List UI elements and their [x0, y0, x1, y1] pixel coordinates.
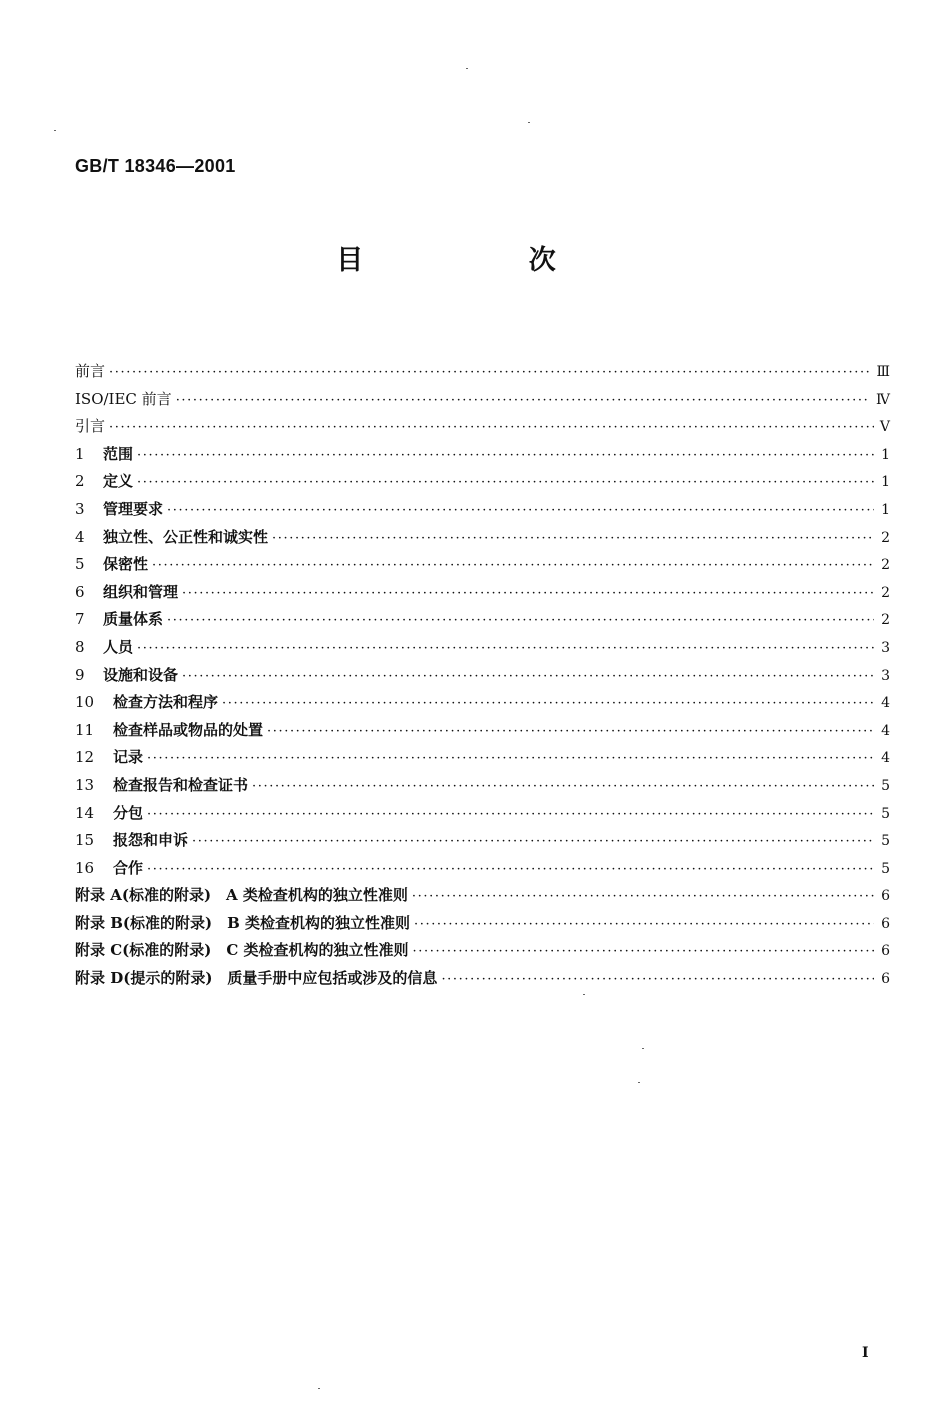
toc-entry-label: 检查样品或物品的处置	[113, 720, 264, 739]
toc-entry-label: 设施和设备	[103, 665, 179, 684]
toc-entry-page: 1	[881, 446, 890, 463]
toc-entry-label: 附录 D(提示的附录) 质量手册中应包括或涉及的信息	[75, 969, 438, 988]
toc-dot-leader	[167, 613, 874, 628]
toc-entry-label: 前言	[75, 362, 106, 380]
toc-entry-page: 2	[881, 557, 890, 574]
toc-entry-label: 附录 B(标准的附录) B 类检查机构的独立性准则	[75, 913, 410, 932]
toc-title: 目 次	[336, 245, 634, 276]
toc-entry[interactable]	[75, 664, 890, 692]
toc-entry-page: 4	[881, 722, 890, 739]
toc-entry-label: 合作	[113, 858, 144, 877]
toc-entry-page: 6	[881, 971, 890, 988]
toc-entry[interactable]	[75, 691, 890, 719]
toc-entry[interactable]	[75, 719, 890, 747]
toc-entry-page: 6	[881, 888, 890, 905]
page-number: I	[862, 1345, 869, 1361]
toc-dot-leader	[222, 696, 874, 711]
toc-entry-page: 5	[881, 833, 890, 850]
toc-entry[interactable]	[75, 581, 890, 609]
toc-entry-label: 报怨和申诉	[113, 831, 189, 850]
toc-entry-number: 2	[75, 472, 85, 491]
toc-dot-leader	[147, 862, 874, 877]
toc-entry-number: 1	[75, 444, 85, 463]
toc-entry-number: 9	[75, 665, 85, 684]
toc-entry-label: 独立性、公正性和诚实性	[103, 527, 269, 546]
toc-dot-leader	[192, 834, 874, 849]
toc-entry-label: 保密性	[103, 555, 149, 574]
toc-entry-number: 8	[75, 637, 85, 656]
scan-speck	[638, 1082, 640, 1083]
toc-dot-leader	[182, 669, 874, 684]
toc-dot-leader	[109, 420, 874, 435]
toc-dot-leader	[147, 751, 874, 766]
toc-entry[interactable]	[75, 636, 890, 664]
toc-entry-number: 3	[75, 499, 85, 518]
scan-speck	[642, 1048, 644, 1049]
toc-entry-page: 4	[881, 695, 890, 712]
toc-entry-label: 质量体系	[103, 610, 164, 629]
toc-entry-label: 分包	[113, 803, 144, 822]
toc-dot-leader	[137, 475, 874, 490]
standard-code: GB/T 18346—2001	[75, 156, 236, 176]
toc-entry[interactable]	[75, 774, 890, 802]
scan-speck	[583, 994, 585, 995]
toc-entry-appendix[interactable]	[75, 967, 890, 995]
toc-entry-page: 6	[881, 915, 890, 932]
toc-entry[interactable]	[75, 526, 890, 554]
toc-entry-number: 14	[75, 803, 95, 822]
toc-dot-leader	[413, 944, 874, 959]
toc-entry[interactable]	[75, 470, 890, 498]
toc-entry-number: 7	[75, 610, 85, 629]
toc-entry-number: 6	[75, 582, 85, 601]
toc-entry-label: 定义	[103, 472, 134, 491]
toc-dot-leader	[147, 807, 874, 822]
scan-speck	[528, 122, 530, 123]
toc-entry[interactable]	[75, 498, 890, 526]
toc-entry-label: 记录	[113, 748, 144, 767]
toc-entry[interactable]	[75, 553, 890, 581]
toc-entry[interactable]	[75, 388, 890, 416]
toc-dot-leader	[152, 558, 874, 573]
toc-entry[interactable]	[75, 608, 890, 636]
toc-entry[interactable]	[75, 802, 890, 830]
toc-entry-label: 范围	[103, 444, 134, 463]
toc-entry-label: 人员	[103, 637, 134, 656]
toc-entry-number: 11	[75, 720, 95, 739]
toc-entry-page: 1	[881, 474, 890, 491]
toc-entry-page: 2	[881, 612, 890, 629]
toc-entry-label: ISO/IEC 前言	[75, 389, 172, 408]
toc-entry[interactable]	[75, 857, 890, 885]
toc-dot-leader	[412, 889, 874, 904]
toc-entry-number: 10	[75, 693, 95, 712]
toc-entry-page: 3	[881, 667, 890, 684]
toc-dot-leader	[176, 393, 870, 408]
toc-entry-page: 1	[881, 501, 890, 518]
toc-dot-leader	[267, 724, 874, 739]
toc-entry-page: 6	[881, 943, 890, 960]
toc-entry-label: 管理要求	[103, 499, 164, 518]
toc-entry-page: 4	[881, 750, 890, 767]
toc-dot-leader	[272, 531, 874, 546]
toc-entry-number: 16	[75, 858, 95, 877]
toc-entry-label: 检查报告和检查证书	[113, 775, 249, 794]
toc-entry[interactable]	[75, 360, 890, 388]
toc-entry-appendix[interactable]	[75, 939, 890, 967]
toc-entry-number: 15	[75, 831, 95, 850]
toc-entry[interactable]	[75, 443, 890, 471]
toc-entry-appendix[interactable]	[75, 884, 890, 912]
table-of-contents	[75, 360, 890, 995]
toc-entry[interactable]	[75, 746, 890, 774]
toc-entry-page: 5	[881, 805, 890, 822]
toc-dot-leader	[137, 641, 874, 656]
toc-entry-page: 2	[881, 584, 890, 601]
toc-dot-leader	[109, 365, 870, 380]
scan-speck	[318, 1388, 320, 1389]
toc-dot-leader	[182, 586, 874, 601]
toc-entry-number: 4	[75, 527, 85, 546]
toc-entry-page: Ⅴ	[879, 419, 890, 436]
toc-entry-number: 12	[75, 748, 95, 767]
toc-dot-leader	[414, 917, 874, 932]
toc-entry-page: Ⅳ	[876, 391, 890, 408]
toc-dot-leader	[252, 779, 874, 794]
toc-entry[interactable]	[75, 829, 890, 857]
toc-dot-leader	[137, 448, 874, 463]
toc-entry-label: 检查方法和程序	[113, 693, 219, 712]
toc-entry[interactable]	[75, 415, 890, 443]
toc-entry-page: 2	[881, 529, 890, 546]
toc-entry-label: 组织和管理	[103, 582, 179, 601]
toc-entry-page: 5	[881, 777, 890, 794]
scan-speck	[54, 130, 56, 131]
toc-entry-page: Ⅲ	[876, 364, 890, 380]
toc-dot-leader	[441, 972, 874, 987]
toc-entry-label: 附录 C(标准的附录) C 类检查机构的独立性准则	[75, 941, 409, 960]
toc-entry-label: 引言	[75, 417, 106, 436]
toc-entry-appendix[interactable]	[75, 912, 890, 940]
toc-entry-label: 附录 A(标准的附录) A 类检查机构的独立性准则	[75, 886, 408, 905]
toc-entry-page: 3	[881, 639, 890, 656]
toc-entry-page: 5	[881, 860, 890, 877]
toc-dot-leader	[167, 503, 874, 518]
scan-speck	[466, 68, 468, 69]
toc-entry-number: 5	[75, 555, 85, 574]
toc-entry-number: 13	[75, 775, 95, 794]
